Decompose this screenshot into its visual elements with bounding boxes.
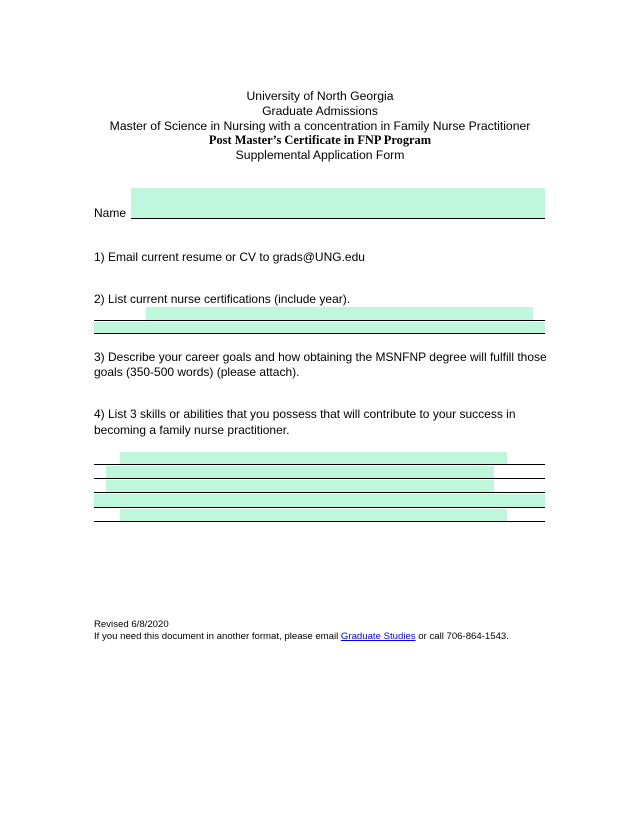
certifications-line-2 [94,333,545,334]
question-1: 1) Email current resume or CV to grads@UNG.edu [94,250,365,264]
footer-note [94,631,509,642]
skills-input-3[interactable] [106,480,494,492]
office-name: Graduate Admissions [262,103,378,118]
skills-input-1[interactable] [120,452,507,464]
skills-line-4 [94,507,545,508]
skills-line-3 [94,492,545,493]
graduate-studies-link[interactable]: Graduate Studies [340,631,416,642]
university-name: University of North Georgia [246,89,394,103]
question-2: 2) List current nurse certifications (include year). [94,292,351,306]
certificate-title: Post Master’s Certificate in FNP Program [208,133,432,148]
skills-line-1 [94,464,545,465]
name-input[interactable] [131,188,545,218]
name-label: Name [94,206,127,220]
skills-input-5[interactable] [120,509,507,521]
question-3-line-2: goals (350-500 words) (please attach). [94,365,300,379]
footer-note-suffix: or call 706-864-1543. [415,631,509,642]
form-title: Supplemental Application Form [235,148,405,163]
skills-input-2[interactable] [106,466,494,478]
skills-line-2 [94,478,545,479]
footer-note-prefix: If you need this document in another format, please email [94,631,341,642]
name-underline [131,218,545,219]
certifications-input-2[interactable] [94,322,545,333]
question-4-line-2: becoming a family nurse practitioner. [94,423,290,437]
certifications-line-1 [94,320,545,321]
question-3-line-1: 3) Describe your career goals and how obtaining the MSNFNP degree will fulfill those [94,350,547,364]
program-name: Master of Science in Nursing with a concentration in Family Nurse Practitioner [109,118,531,133]
certifications-input-1[interactable] [146,307,533,320]
skills-input-4[interactable] [94,494,545,507]
form-header [0,89,640,163]
question-4-line-1: 4) List 3 skills or abilities that you possess that will contribute to your success in [94,407,516,421]
skills-line-5 [94,521,545,522]
revised-date: Revised 6/8/2020 [94,619,169,630]
